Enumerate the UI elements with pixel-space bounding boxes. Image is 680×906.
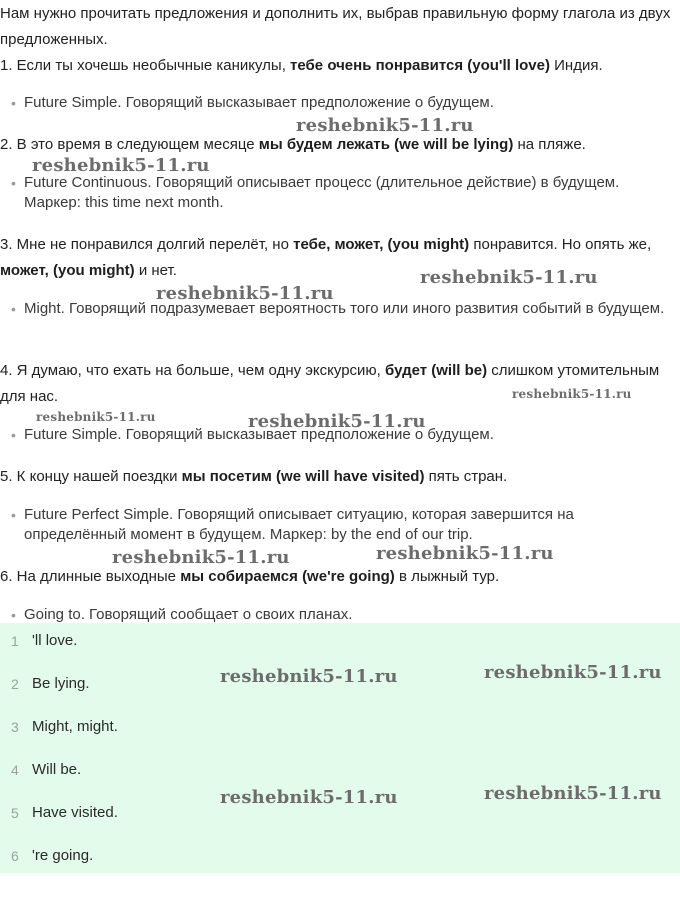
answer-text: Have visited. xyxy=(32,804,118,821)
question-6: 6. На длинные выходные мы собираемся (we're going) в лыжный тур. xyxy=(0,568,500,585)
watermark: reshebnik5-11.ru xyxy=(32,155,210,176)
answer-number: 4 xyxy=(11,762,19,778)
watermark: reshebnik5-11.ru xyxy=(420,267,598,288)
explanation-4: • Future Simple. Говорящий высказывает предположение о будущем. xyxy=(11,426,494,443)
question-2: 2. В это время в следующем месяце мы будем лежать (we will be lying) на пляже. xyxy=(0,136,586,153)
watermark: reshebnik5-11.ru xyxy=(156,283,334,304)
explanation-3: • Might. Говорящий подразумевает вероятность того или иного развития событий в будущем. xyxy=(11,300,665,317)
answers-block xyxy=(0,623,680,873)
answer-number: 3 xyxy=(11,719,19,735)
answer-number: 6 xyxy=(11,848,19,864)
answer-text: 'll love. xyxy=(32,632,78,649)
watermark: reshebnik5-11.ru xyxy=(220,666,398,687)
watermark: reshebnik5-11.ru xyxy=(248,411,426,432)
question-4: 4. Я думаю, что ехать на больше, чем одну экскурсию, будет (will be) слишком утомительным для нас. xyxy=(0,362,660,405)
bullet-icon: • xyxy=(11,175,16,191)
answer-text: Will be. xyxy=(32,761,82,778)
bullet-icon: • xyxy=(11,507,16,523)
bullet-icon: • xyxy=(11,427,16,443)
answer-number: 1 xyxy=(11,633,19,649)
answer-number: 5 xyxy=(11,805,19,821)
answer-row-3 xyxy=(0,716,400,738)
watermark: reshebnik5-11.ru xyxy=(36,410,156,424)
answer-row-6 xyxy=(0,845,400,867)
bullet-icon: • xyxy=(11,301,16,317)
bullet-icon: • xyxy=(11,607,16,623)
watermark: reshebnik5-11.ru xyxy=(484,662,662,683)
answer-number: 2 xyxy=(11,676,19,692)
answer-text: Be lying. xyxy=(32,675,90,692)
question-1: 1. Если ты хочешь необычные каникулы, тебе очень понравится (you'll love) Индия. xyxy=(0,57,603,74)
bullet-icon: • xyxy=(11,95,16,111)
explanation-5: • Future Perfect Simple. Говорящий описывает ситуацию, которая завершится на определённый момент в будущем. Маркер: by the end of our trip. xyxy=(11,506,574,543)
explanation-6: • Going to. Говорящий сообщает о своих планах. xyxy=(11,606,353,623)
answer-text: 're going. xyxy=(32,847,94,864)
answer-row-4 xyxy=(0,759,400,781)
answer-text: Might, might. xyxy=(32,718,118,735)
intro-text: Нам нужно прочитать предложения и дополнить их, выбрав правильную форму глагола из двух предложенных. xyxy=(0,5,671,48)
watermark: reshebnik5-11.ru xyxy=(296,115,474,136)
question-5: 5. К концу нашей поездки мы посетим (we will have visited) пять стран. xyxy=(0,468,508,485)
explanation-2: • Future Continuous. Говорящий описывает процесс (длительное действие) в будущем. Маркер: this time next month. xyxy=(11,174,620,211)
watermark: reshebnik5-11.ru xyxy=(220,787,398,808)
explanation-1: • Future Simple. Говорящий высказывает предположение о будущем. xyxy=(11,94,494,111)
watermark: reshebnik5-11.ru xyxy=(512,387,632,401)
answer-row-1 xyxy=(0,630,400,652)
watermark: reshebnik5-11.ru xyxy=(112,547,290,568)
question-3: 3. Мне не понравился долгий перелёт, но тебе, может, (you might) понравится. Но опять же, может, (you might) и нет. xyxy=(0,236,652,279)
watermark: reshebnik5-11.ru xyxy=(376,543,554,564)
watermark: reshebnik5-11.ru xyxy=(484,783,662,804)
